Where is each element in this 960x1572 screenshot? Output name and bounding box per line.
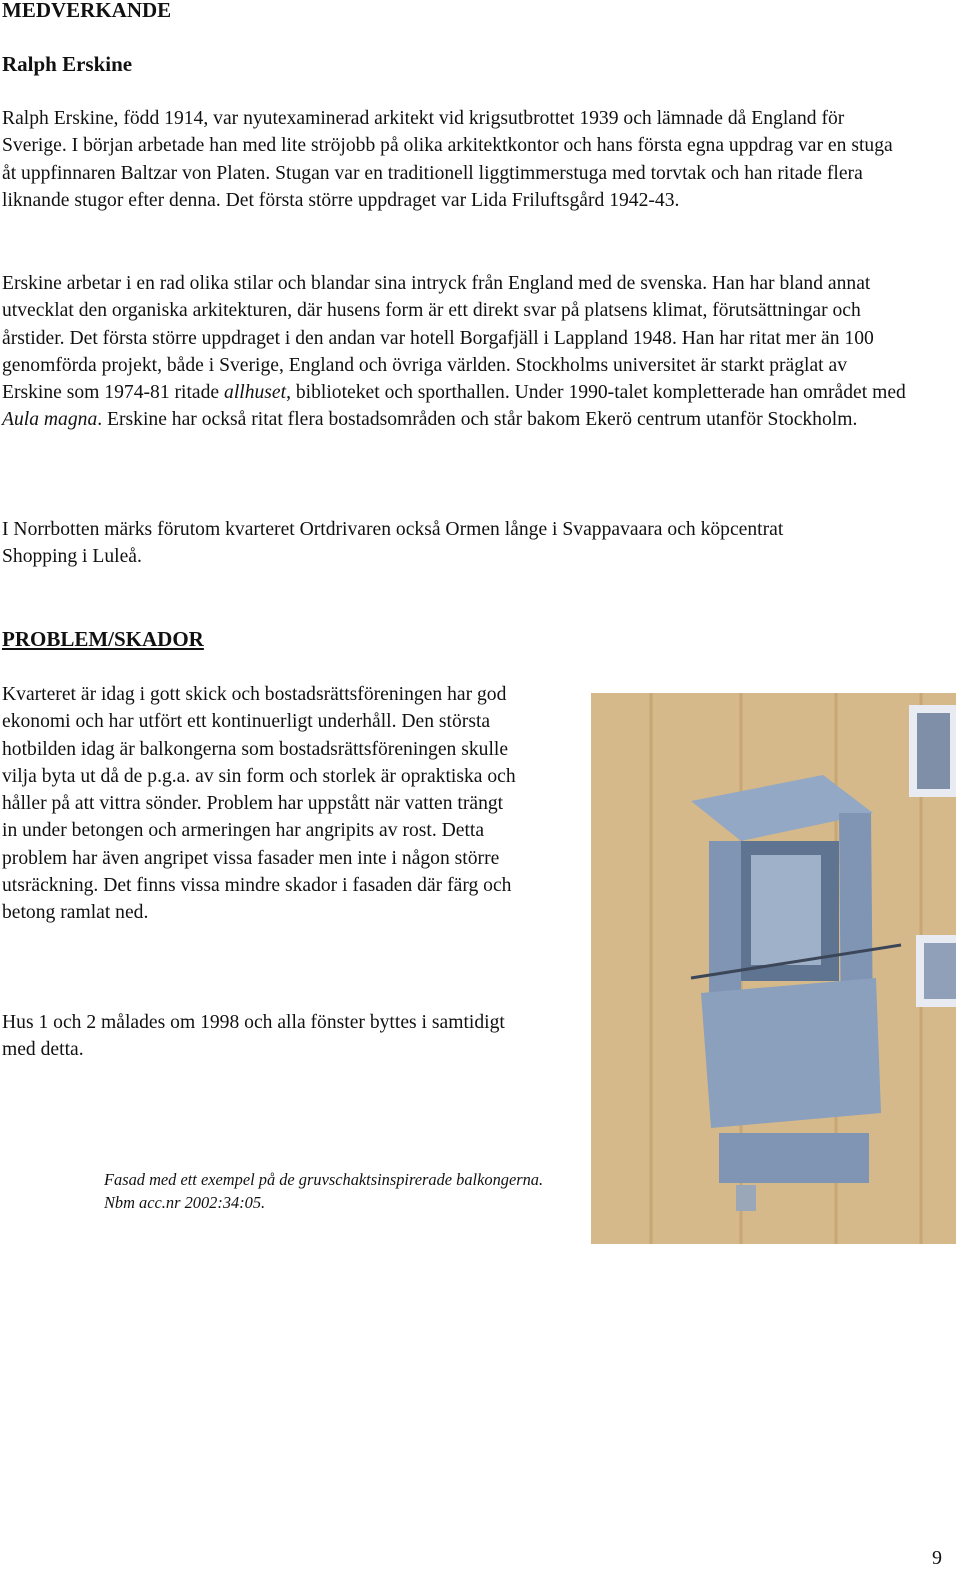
- section-heading-participants: MEDVERKANDE: [2, 0, 172, 22]
- repaint-paragraph: Hus 1 och 2 målades om 1998 och alla fönster byttes i samtidigt med detta.: [2, 1012, 505, 1061]
- section-heading-problems: PROBLEM/SKADOR: [2, 627, 204, 651]
- balcony-front-parapet: [701, 978, 881, 1128]
- balcony-door-glass: [751, 855, 821, 965]
- architect-name-heading: Ralph Erskine: [2, 52, 133, 76]
- allhuset-italic: allhuset: [224, 382, 287, 404]
- norrbotten-paragraph: I Norrbotten märks förutom kvarteret Ortdrivaren också Ormen långe i Svappavaara och köpcentrat Shopping i Luleå.: [2, 519, 784, 568]
- text-run: Erskine arbetar i en rad olika stilar och blandar sina intryck från England med de svenska. Han har bland annat utvecklat den organiska arkitekturen, där husens form är ett direkt svar på platsens klimat, förutsättningar och årstider. Det första större uppdraget i den andan var hotell Borgafjäll i Lappland 1948. Han har ritat mer än 100 genomförda projekt, både i Sverige, England och övriga världen. Stockholms universitet är starkt präglat av Erskine som 1974-81 ritade: [2, 273, 874, 404]
- wall-vent: [736, 1185, 756, 1211]
- text-run: . Erskine har också ritat flera bostadsområden och står bakom Ekerö centrum utanför Stockholm.: [97, 409, 858, 431]
- lower-window-glass: [924, 943, 956, 999]
- architect-bio-paragraph: Ralph Erskine, född 1914, var nyutexaminerad arkitekt vid krigsutbrottet 1939 och lämnade då England för Sverige. I början arbetade han med lite ströjobb på olika arkitektkontor och hans första egna uppdrag var en stuga åt uppfinnaren Baltzar von Platen. Stugan var en traditionell liggtimmerstuga med torvtak och han ritade flera liknande stugor efter denna. Det första större uppdraget var Lida Friluftsgård 1942-43.: [2, 108, 893, 211]
- balcony-floor-slab: [719, 1133, 869, 1183]
- problems-paragraph: Kvarteret är idag i gott skick och bostadsrättsföreningen har god ekonomi och har utfört ett kontinuerligt underhåll. Den största hotbilden idag är balkongerna som bostadsrättsföreningen skulle vilja byta ut då de p.g.a. av sin form och storlek är opraktiska och håller på att vittra sönder. Problem har uppstått när vatten trängt in under betongen och armeringen har angripits av rost. Detta problem har även angripet vissa fasader men inte i någon större utsräckning. Det finns vissa mindre skador i fasaden där färg och betong ramlat ned.: [2, 684, 516, 924]
- page-number: 9: [932, 1547, 942, 1569]
- architect-style-paragraph: [2, 270, 907, 434]
- balcony-photo: [591, 693, 956, 1244]
- photo-caption: Fasad med ett exempel på de gruvschaktsinspirerade balkongerna. Nbm acc.nr 2002:34:05.: [104, 1170, 544, 1212]
- text-run: , biblioteket och sporthallen. Under 1990-talet kompletterade han området med: [286, 382, 906, 404]
- upper-window-glass: [917, 713, 950, 789]
- aula-magna-italic: Aula magna: [2, 409, 98, 431]
